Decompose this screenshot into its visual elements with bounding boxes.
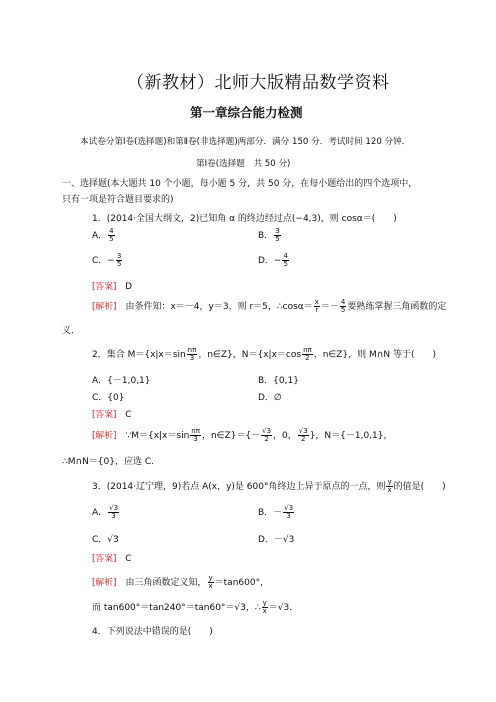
document-header: （新教材）北师大版精品数学资料	[127, 73, 390, 93]
question-1-stem: 1．(2014·全国大纲文，2)已知角 α 的终边经过点(−4,3)，则 cosα＝( )	[92, 214, 397, 224]
q2-analysis-continued: ∴M∩N＝{0}，应选 C.	[62, 457, 154, 467]
instruction-line-1: 一、选择题(本大题共 10 个小题，每小题 5 分，共 50 分，在每小题给出的四个选项中，	[62, 179, 418, 189]
exam-intro: 本试卷分第Ⅰ卷(选择题)和第Ⅱ卷(非选择题)两部分．满分 150 分．考试时间 120 分钟．	[80, 137, 411, 147]
q1-option-d: D．− $\frac{4}{5}$	[258, 252, 288, 268]
q2-option-c: C．{0}	[92, 393, 125, 403]
q1-option-a: A． $\frac{4}{5}$	[92, 227, 114, 243]
q2-option-a: A．{－1,0,1}	[92, 376, 151, 386]
question-3-stem: 3．(2014·辽宁理，9)若点 A(x，y)是 600°角终边上异于原点的一点，则 $\frac{y}{x}$ 的值是( )	[92, 478, 446, 494]
q3-option-a: A． $\frac{√3}{3}$	[92, 504, 119, 520]
q3-option-b: B．－ $\frac{√3}{3}$	[258, 504, 294, 520]
question-4-stem: 4．下列说法中错误的是( )	[92, 627, 213, 637]
q3-option-c: C．√3	[92, 535, 119, 545]
q3-analysis: [解析] 由三角函数定义知， $\frac{y}{x}$ ＝tan600°，	[92, 574, 270, 590]
q2-option-b: B．{0,1}	[258, 376, 299, 386]
q1-analysis-continued: 义．	[62, 326, 81, 336]
q2-analysis: [解析] ∵M＝{x|x＝sin $\frac{n\pi}{3}$ ，n∈Z}＝{－ $\frac{√3}{2}$ ，0， $\frac{√3}{2}$ }，N＝{－1,0,1}，	[92, 427, 393, 443]
page-title: 第一章综合能力检测	[190, 105, 303, 120]
q1-answer: [答案] D	[92, 282, 133, 292]
q2-answer: [答案] C	[92, 410, 132, 420]
q1-analysis: [解析] 由条件知：x＝－4，y＝3，则 r＝5，∴cosα＝ $\frac{x}{r}$ ＝－ $\frac{4}{5}$ 要熟练掌握三角函数的定	[92, 298, 447, 314]
q3-answer: [答案] C	[92, 554, 132, 564]
q1-option-b: B． $\frac{3}{5}$	[258, 227, 280, 243]
question-2-stem: 2．集合 M＝{x|x＝sin $\frac{n\pi}{3}$ ，n∈Z}，N＝{x|x＝cos $\frac{n\pi}{2}$ ，n∈Z}，则 M∩N 等于( )	[92, 346, 436, 362]
q2-option-d: D．∅	[258, 393, 282, 403]
q1-option-c: C．− $\frac{3}{5}$	[92, 252, 122, 268]
q3-analysis-continued: 而 tan600°＝tan240°＝tan60°＝√3，∴ $\frac{y}{x}$ ＝√3.	[92, 599, 293, 615]
section-heading: 第Ⅰ卷(选择题 共 50 分)	[196, 159, 291, 169]
instruction-line-2: 只有一项是符合题目要求的)	[62, 195, 174, 205]
q3-option-d: D．－√3	[258, 535, 295, 545]
